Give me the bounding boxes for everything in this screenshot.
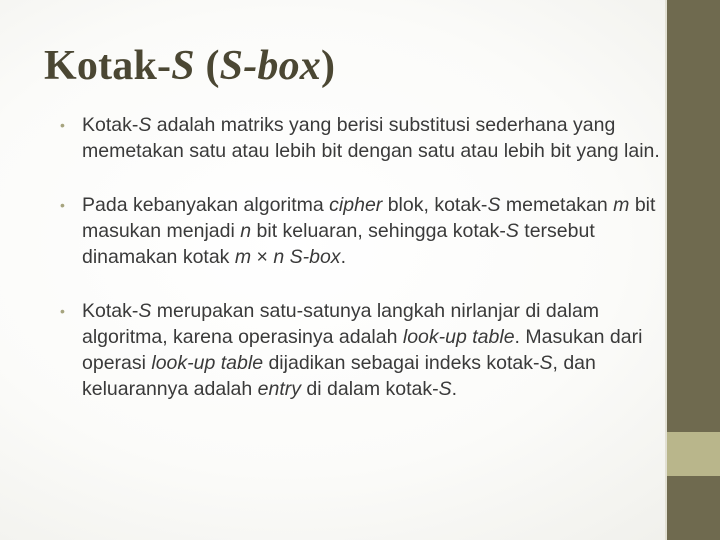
bullet-text-italic: m [613, 194, 630, 216]
bullet-marker: • [60, 117, 65, 133]
bullet-text-run: dijadikan sebagai indeks kotak- [263, 352, 540, 374]
bullet-text-run: di dalam kotak- [301, 378, 439, 400]
bullet-text-italic: S [539, 352, 553, 374]
bullet-text-italic: cipher [329, 194, 383, 216]
bullet-text-italic: S [487, 194, 501, 216]
bullet-text-italic: m [234, 246, 252, 268]
bullet-text-run: blok, kotak- [382, 194, 488, 216]
bullet-text-italic: n [273, 246, 285, 268]
bullet-text-run: . Masukan dari operasi [82, 326, 643, 374]
bullet-item [60, 298, 660, 402]
bullet-text-italic: S [138, 114, 152, 136]
bullet-text-italic: entry [257, 378, 301, 400]
bullet-item [60, 112, 660, 164]
bullet-marker: • [60, 303, 65, 319]
bullet-text-run: Kotak- [82, 114, 139, 136]
bullet-text-run: . [451, 378, 458, 400]
bullet-text-run: bit keluaran, sehingga kotak- [251, 220, 506, 242]
bullet-text-italic: S [138, 300, 152, 322]
title-paren-close: ) [321, 43, 336, 89]
title-paren-open: ( [194, 43, 220, 89]
title-main: Kotak- [44, 43, 172, 89]
bullet-text-run: × [251, 246, 274, 268]
bullet-text [82, 300, 642, 400]
side-bar-accent-block [667, 432, 720, 476]
bullet-marker: • [60, 197, 65, 213]
bullet-text [82, 114, 660, 162]
bullet-text-italic: look-up table [402, 326, 515, 348]
bullet-text-italic: look-up table [151, 352, 264, 374]
bullet-text-run: merupakan satu-satunya langkah nirlanjar di dalam algoritma, karena operasinya adalah [82, 300, 600, 348]
bullet-text [82, 194, 655, 268]
bullet-text-run: memetakan [500, 194, 614, 216]
bullet-text-run: , dan keluarannya adalah [82, 352, 596, 400]
bullet-text-run: . [340, 246, 346, 268]
bullet-text-run: bit masukan menjadi [82, 194, 656, 242]
bullet-text-run: Kotak- [82, 300, 139, 322]
bullet-list [60, 112, 660, 430]
title-sbox: S-box [219, 43, 322, 89]
bullet-item [60, 192, 660, 270]
bullet-text-italic: S [505, 220, 519, 242]
bullet-text-italic: S [438, 378, 452, 400]
bullet-text-italic: n [240, 220, 252, 242]
title-s: S [171, 43, 195, 89]
bullet-text-run: Pada kebanyakan algoritma [82, 194, 330, 216]
slide-title [44, 42, 335, 90]
bullet-text-run: tersebut dinamakan kotak [82, 220, 595, 268]
bullet-text-run: adalah matriks yang berisi substitusi sederhana yang memetakan satu atau lebih bit dengan satu atau lebih bit yang lain. [82, 114, 660, 162]
bullet-text-italic: S-box [289, 246, 341, 268]
